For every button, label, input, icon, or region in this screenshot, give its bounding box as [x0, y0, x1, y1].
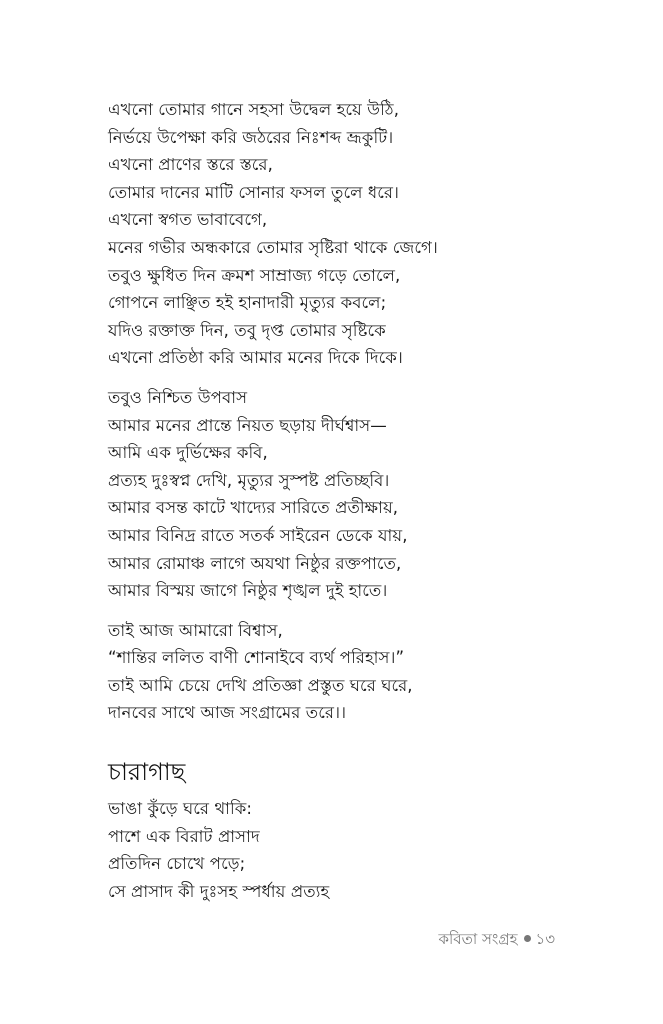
- poem-line: পাশে এক বিরাট প্রাসাদ: [108, 826, 260, 846]
- poem-line: আমার বসন্ত কাটে খাদ্যের সারিতে প্রতীক্ষায়,: [108, 498, 399, 518]
- poem-title: চারাগাছ: [108, 758, 186, 786]
- poem-line: এখনো প্রাণের স্তরে স্তরে,: [108, 155, 273, 175]
- poem-line: আমার রোমাঞ্চ লাগে অযথা নিষ্ঠুর রক্তপাতে,: [108, 553, 402, 573]
- stanza-1: [108, 96, 568, 372]
- poem-line: যদিও রক্তাক্ত দিন, তবু দৃপ্ত তোমার সৃষ্টিকে: [108, 320, 386, 340]
- bullet-separator-icon: [524, 935, 531, 942]
- poem-line: গোপনে লাঞ্ছিত হই হানাদারী মৃত্যুর কবলে;: [108, 293, 387, 313]
- poem-line: এখনো তোমার গানে সহসা উদ্বেল হয়ে উঠি,: [108, 100, 400, 119]
- book-title: কবিতা সংগ্রহ: [438, 930, 518, 948]
- poem-line: সে প্রাসাদ কী দুঃসহ স্পর্ধায় প্রত্যহ: [108, 881, 330, 901]
- poem-line: প্রত্যহ দুঃস্বপ্ন দেখি, মৃত্যুর সুস্পষ্ট প্রতিচ্ছবি।: [108, 470, 390, 490]
- poem-2-body: [108, 795, 568, 905]
- poem-line: তবুও নিশ্চিত উপবাস: [108, 387, 248, 407]
- poem-line: এখনো স্বগত ভাবাবেগে,: [108, 210, 268, 230]
- poem-line: আমি এক দুর্ভিক্ষের কবি,: [108, 443, 268, 463]
- poem-line: “শান্তির ললিত বাণী শোনাইবে ব্যর্থ পরিহাস।”: [108, 648, 405, 668]
- poem-line: তাই আজ আমারো বিশ্বাস,: [108, 620, 283, 640]
- stanza-2: [108, 384, 568, 605]
- poem-line: প্রতিদিন চোখে পড়ে;: [108, 854, 246, 874]
- poem-line: আমার বিস্ময় জাগে নিষ্ঠুর শৃঙ্খল দুই হাতে।: [108, 581, 388, 601]
- page-number: ১৩: [535, 930, 555, 948]
- poem-line: এখনো প্রতিষ্ঠা করি আমার মনের দিকে দিকে।: [108, 348, 403, 368]
- poem-line: তোমার দানের মাটি সোনার ফসল তুলে ধরে।: [108, 182, 400, 202]
- stanza-3: [108, 617, 568, 727]
- poem-body: [108, 96, 568, 727]
- poem-line: নির্ভয়ে উপেক্ষা করি জঠরের নিঃশব্দ ভ্রূকুটি।: [108, 127, 394, 147]
- poem-line: আমার মনের প্রান্তে নিয়ত ছড়ায় দীর্ঘশ্বাস—: [108, 415, 387, 435]
- poem-line: তাই আমি চেয়ে দেখি প্রতিজ্ঞা প্রস্তুত ঘরে ঘরে,: [108, 675, 413, 695]
- poem-line: আমার বিনিদ্র রাতে সতর্ক সাইরেন ডেকে যায়,: [108, 525, 408, 545]
- poem-line: মনের গভীর অন্ধকারে তোমার সৃষ্টিরা থাকে জেগে।: [108, 237, 438, 257]
- poem-line: দানবের সাথে আজ সংগ্রামের তরে।।: [108, 703, 347, 723]
- poem-line: ভাঙা কুঁড়ে ঘরে থাকি:: [108, 799, 253, 818]
- page-footer: [439, 927, 556, 951]
- poem-line: তবুও ক্ষুধিত দিন ক্রমশ সাম্রাজ্য গড়ে তোলে,: [108, 265, 401, 285]
